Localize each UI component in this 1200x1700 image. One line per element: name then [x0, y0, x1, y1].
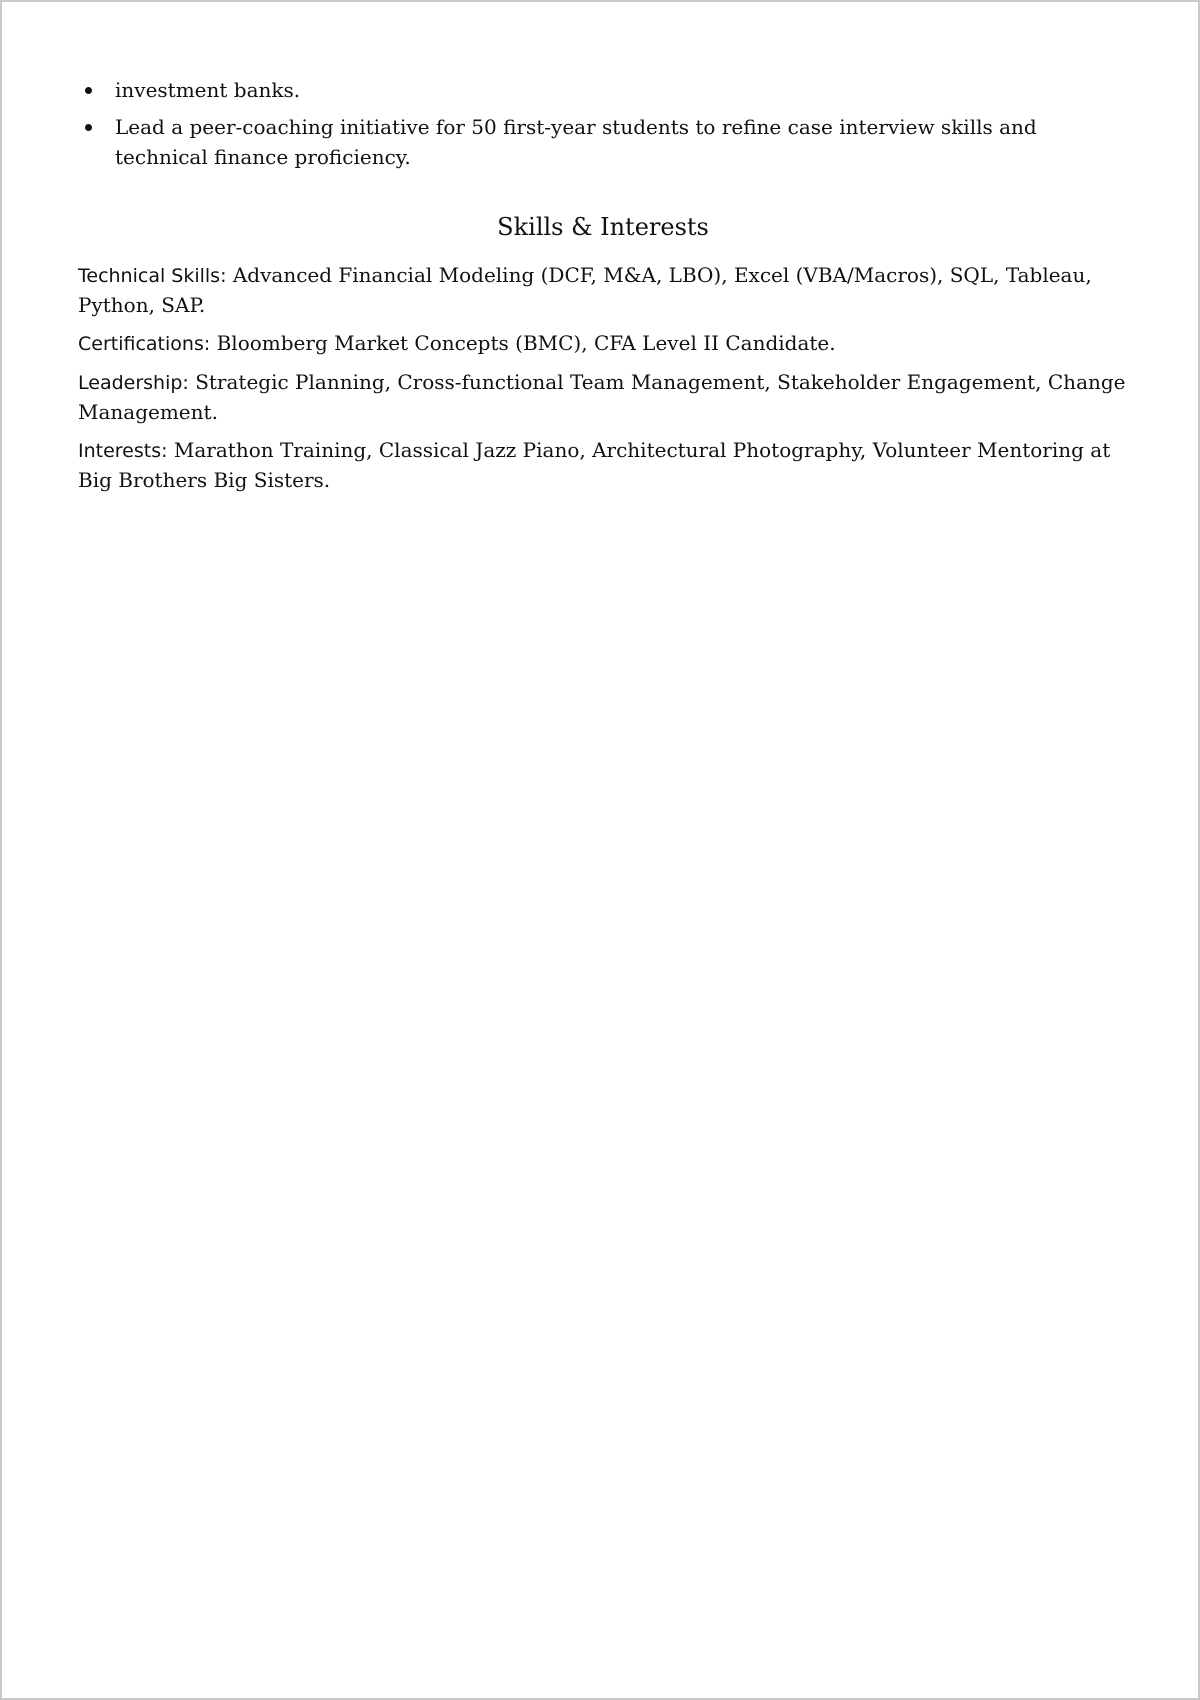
skill-line-leadership [78, 368, 1128, 427]
page-content [78, 75, 1128, 504]
bullet-icon [85, 87, 92, 94]
section-heading-skills: Skills & Interests [497, 213, 709, 241]
skill-value: Bloomberg Market Concepts (BMC), CFA Level II Candidate. [216, 331, 836, 355]
skill-label: Leadership: [78, 372, 189, 394]
experience-bullet-list [78, 75, 1128, 172]
bullet-item [78, 112, 1128, 172]
bullet-text: Lead a peer-coaching initiative for 50 first-year students to refine case interview skills and technical finance proficiency. [115, 115, 1037, 169]
skill-line-interests [78, 436, 1128, 495]
skill-value: Strategic Planning, Cross-functional Team Management, Stakeholder Engagement, Change Management. [78, 370, 1126, 424]
skill-line-technical [78, 261, 1128, 320]
bullet-icon [85, 124, 92, 131]
skill-line-certifications [78, 329, 1128, 359]
skill-label: Interests: [78, 440, 168, 462]
skill-label: Certifications: [78, 333, 211, 355]
skill-value: Marathon Training, Classical Jazz Piano, Architectural Photography, Volunteer Mentoring at Big Brothers Big Sisters. [78, 438, 1111, 492]
skill-label: Technical Skills: [78, 265, 227, 287]
skill-value: Advanced Financial Modeling (DCF, M&A, LBO), Excel (VBA/Macros), SQL, Tableau, Python, SAP. [78, 263, 1092, 317]
bullet-text: investment banks. [115, 78, 301, 102]
bullet-item [78, 75, 1128, 105]
